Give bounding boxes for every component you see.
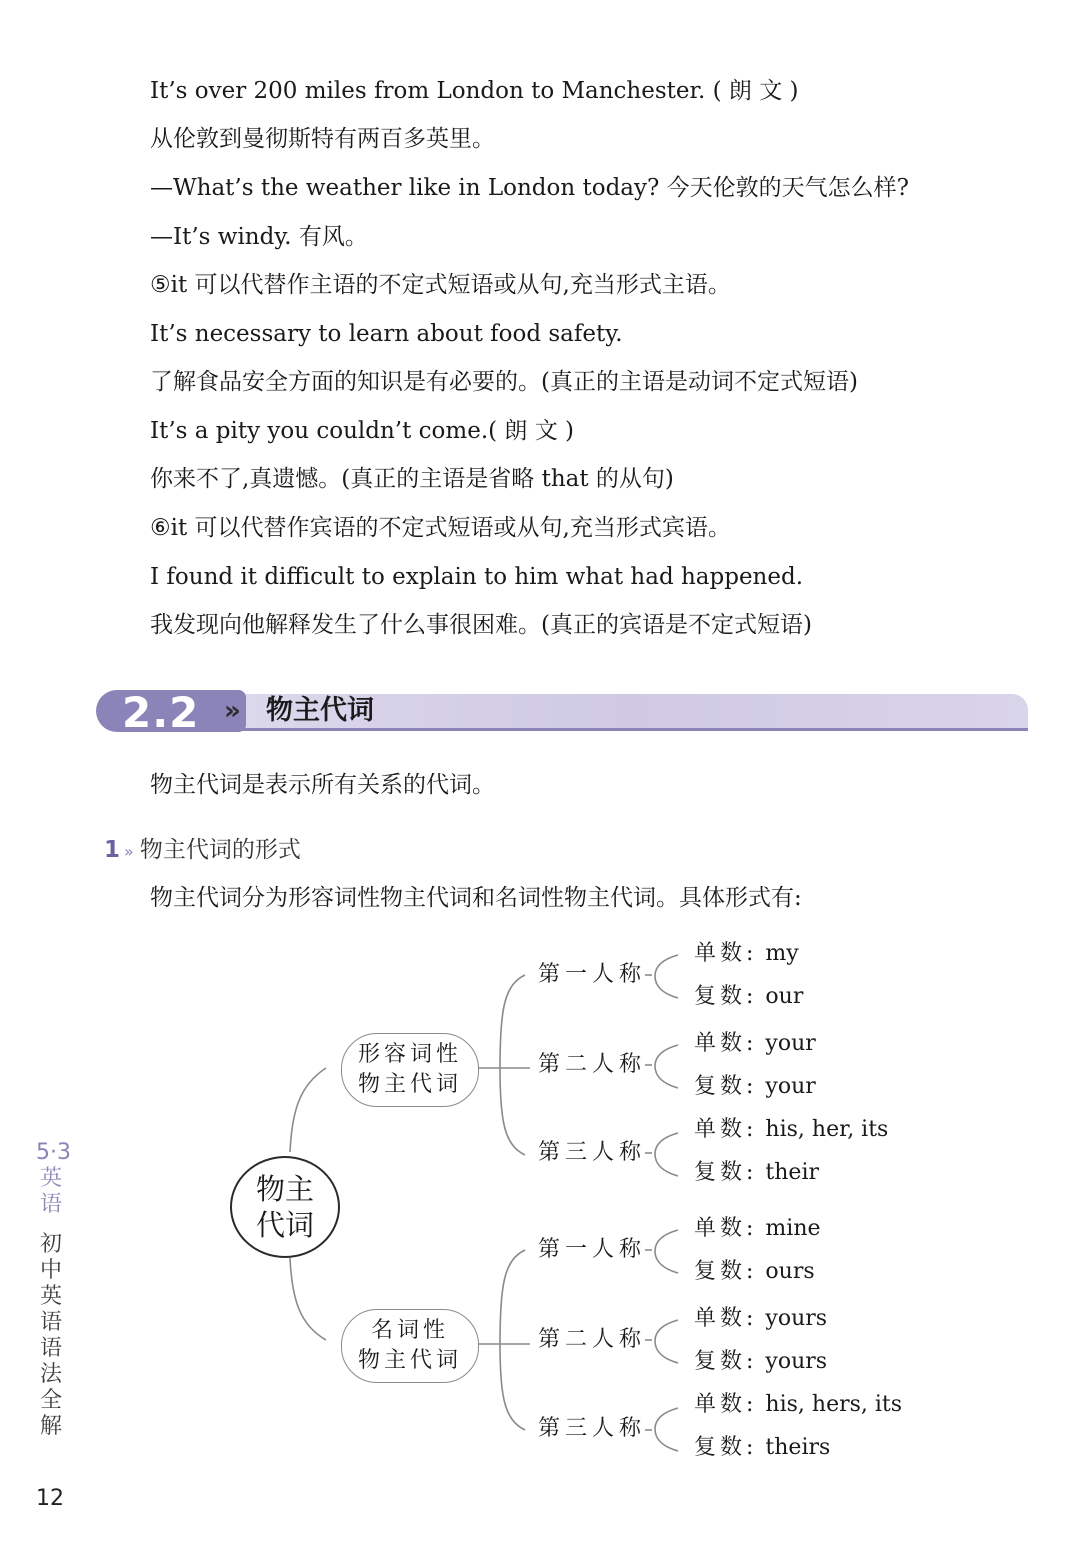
example-sentence: It’s a pity you couldn’t come.( 朗 文 ) [150, 418, 575, 444]
root-node [230, 1156, 340, 1258]
plural-form [694, 1433, 830, 1463]
form-value: his, hers, its [765, 1392, 903, 1417]
form-value: your [765, 1031, 816, 1056]
form-value: your [765, 1074, 816, 1099]
form-value: mine [765, 1216, 821, 1241]
category-label-line: 形容词性 [357, 1042, 462, 1067]
form-key: 单数: [694, 1031, 758, 1056]
category-label-line: 物主代词 [357, 1072, 462, 1097]
example-translation: 你来不了,真遗憾。(真正的主语是省略 that 的从句) [150, 466, 674, 492]
form-key: 复数: [694, 1259, 758, 1284]
root-label-line: 代词 [255, 1208, 314, 1242]
plural-form [694, 1347, 827, 1377]
form-key: 单数: [694, 1306, 758, 1331]
person-label: 第一人称 [538, 962, 647, 987]
person-label: 第三人称 [538, 1140, 647, 1165]
example-sentence: It’s necessary to learn about food safety. [150, 321, 623, 347]
dialogue-line: —It’s windy. 有风。 [150, 224, 368, 250]
person-label: 第三人称 [538, 1416, 647, 1441]
form-key: 单数: [694, 1392, 758, 1417]
form-key: 复数: [694, 984, 758, 1009]
example-translation: 了解食品安全方面的知识是有必要的。(真正的主语是动词不定式短语) [150, 369, 858, 395]
form-value: my [765, 941, 799, 966]
double-chevron-icon: » [224, 696, 241, 726]
plural-form [694, 1158, 819, 1188]
singular-form [694, 1115, 888, 1145]
form-value: their [765, 1160, 820, 1185]
rule-point: ⑤it 可以代替作主语的不定式短语或从句,充当形式主语。 [150, 272, 731, 298]
form-value: yours [765, 1306, 828, 1331]
plural-form [694, 1257, 815, 1287]
subheading-text: 物主代词的形式 [139, 837, 301, 863]
plural-form [694, 1072, 816, 1102]
form-key: 单数: [694, 1216, 758, 1241]
subheading-number: 1 [104, 837, 121, 863]
category-label-line: 物主代词 [357, 1348, 462, 1373]
category-node-adjectival [341, 1033, 479, 1107]
person-label: 第一人称 [538, 1237, 647, 1262]
category-node-nominal [341, 1309, 479, 1383]
form-value: ours [765, 1259, 815, 1284]
example-sentence: It’s over 200 miles from London to Manchester. ( 朗 文 ) [150, 78, 799, 104]
form-value: yours [765, 1349, 828, 1374]
person-label: 第二人称 [538, 1052, 647, 1077]
form-value: his, her, its [765, 1117, 889, 1142]
chevron-icon: » [124, 842, 134, 861]
singular-form [694, 1029, 816, 1059]
brand-label: 5·3英语 [36, 1140, 71, 1217]
person-label: 第二人称 [538, 1327, 647, 1352]
category-label-line: 名词性 [370, 1318, 449, 1343]
dialogue-line: —What’s the weather like in London today? 今天伦敦的天气怎么样? [150, 175, 909, 201]
form-key: 复数: [694, 1349, 758, 1374]
book-name: 初中英语语法全解 [39, 1232, 62, 1439]
page-number: 12 [36, 1486, 64, 1511]
section-intro: 物主代词是表示所有关系的代词。 [150, 772, 495, 798]
example-sentence: I found it difficult to explain to him what had happened. [150, 564, 804, 590]
form-key: 复数: [694, 1160, 758, 1185]
form-value: theirs [765, 1435, 831, 1460]
form-value: our [765, 984, 804, 1009]
form-key: 复数: [694, 1435, 758, 1460]
example-translation: 从伦敦到曼彻斯特有两百多英里。 [150, 126, 495, 152]
singular-form [694, 939, 799, 969]
section-title: 物主代词 [266, 695, 374, 726]
plural-form [694, 982, 803, 1012]
singular-form [694, 1390, 902, 1420]
example-translation: 我发现向他解释发生了什么事很困难。(真正的宾语是不定式短语) [150, 612, 812, 638]
form-key: 单数: [694, 941, 758, 966]
book-sidebar-title [36, 1140, 71, 1440]
subheading-intro: 物主代词分为形容词性物主代词和名词性物主代词。具体形式有: [150, 885, 802, 911]
singular-form [694, 1214, 821, 1244]
form-key: 单数: [694, 1117, 758, 1142]
singular-form [694, 1304, 827, 1334]
form-key: 复数: [694, 1074, 758, 1099]
rule-point: ⑥it 可以代替作宾语的不定式短语或从句,充当形式宾语。 [150, 515, 731, 541]
root-label-line: 物主 [255, 1172, 314, 1206]
section-number: 2.2 [122, 688, 200, 737]
